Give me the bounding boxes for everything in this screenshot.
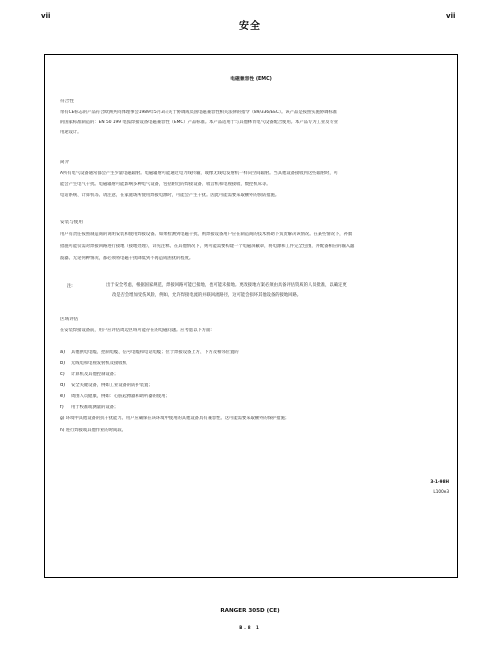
- list-text: 安全关键设备，例如工业设备的防护装置；: [71, 383, 153, 388]
- list-marker: b): [60, 361, 66, 366]
- page-number-right: vii: [446, 12, 456, 20]
- paragraph-line: 电话系统、计算机等。请注意，在家庭场所使用焊接电源时，可能会产生干扰。因此可能需要采取额外的预防措施。: [60, 193, 280, 198]
- paragraph-line: A所有电气设备通常都会产生少量电磁辐射。电磁辐射可能通过电力线传输，或像无线电发射机一样向空间辐射。当其他设备接收到这些辐射时，可: [60, 171, 338, 176]
- paragraph-line: 用户有责任按照制造商的说明安装和使用焊接设备。如果检测到电磁干扰，则焊接设备用户应在制造商的技术协助下负责解决该情况。在某些情况下，补救: [60, 232, 353, 237]
- note-line: 出于安全考虑，根据国家规范，焊接回路可能已接地，也可能未接地。更改接地方案必须由具备评估资质的人员批准，以确定更: [106, 283, 347, 288]
- footer-page-number: B.8 1: [239, 625, 261, 630]
- list-item-extra: g) 环境中其他设备的抗干扰能力。用户应确保在该环境中使用的其他设备具有兼容性。这可能需要采取额外的保护措施；: [60, 416, 290, 421]
- list-marker: e): [60, 394, 66, 399]
- paragraph-line: 措施可能仅需对焊接回路进行接地（接地处理），详见注释。在其他情况下，则可能需要构建一个电磁屏蔽罩，将电源和工件完全包围，并配备相应的输入滤: [60, 244, 355, 249]
- list-item: [60, 405, 446, 410]
- list-marker: d): [60, 383, 66, 388]
- list-item: [60, 361, 446, 366]
- list-text: 计算机及其他控制设备；: [71, 372, 119, 377]
- list-marker: c): [60, 372, 65, 377]
- paragraph-line: 波器。无论何种情况，都必须将电磁干扰降低到不再造成困扰的程度。: [60, 256, 194, 261]
- section-heading-assessment: 区域评估: [60, 317, 79, 322]
- page-title: 安全: [239, 21, 261, 32]
- assessment-intro: 在安装焊接设备前，用户应评估周边区域可能存在的电磁问题。应考虑以下方面:: [60, 328, 212, 333]
- section-heading-installation: 安装与使用: [60, 220, 83, 225]
- list-item-extra: h) 进行焊接或其他作业的时间段。: [60, 428, 126, 433]
- list-item: [60, 372, 446, 377]
- list-text: 其他供电电缆、控制电缆、信号电缆和电话电缆；位于焊接设备上方、下方及相邻位置的: [71, 350, 239, 355]
- list-text: 用于校准或测量的设备；: [71, 405, 119, 410]
- list-marker: f): [60, 405, 64, 410]
- emc-title: 电磁兼容性 (EMC): [230, 77, 272, 82]
- reference-code: 3-1-98H: [430, 479, 449, 484]
- paragraph-line: 能会产生电气干扰。电磁辐射可能影响多种电气设备，包括附近的焊接设备、收音机和电视接收、数控机床等。: [60, 182, 271, 187]
- list-text: 周围人员健康，例如：心脏起搏器和助听器的使用；: [71, 394, 170, 399]
- note-text: [106, 281, 446, 301]
- list-text: 无线电和电视发射机及接收机: [71, 361, 127, 366]
- list-item: [60, 350, 446, 355]
- footer-model: RANGER 305D (CE): [220, 608, 280, 614]
- paragraph-line: 用途设计。: [60, 130, 82, 135]
- list-item: [60, 383, 446, 388]
- page-number-left: vii: [41, 12, 51, 20]
- section-heading-conformance: 符合性: [60, 99, 74, 104]
- note-line: 改是否会增加受伤风险，例如，允许焊接电流的并联回流路径，这可能会损坏其他设备的接地回路。: [112, 293, 302, 298]
- list-item: [60, 394, 446, 399]
- emc-content-box: [44, 54, 458, 578]
- paragraph-line: 带有CE标志的产品符合欧洲共同体理事会1989年5月3日关于协调成员国电磁兼容性相关法律的指令（89/336/EEC）。该产品是按照实施协调标准: [60, 110, 337, 115]
- note-label: 注:: [67, 284, 73, 289]
- paragraph-line: 的国家标准制造的：EN 50 199 电弧焊接设备电磁兼容性（EMC）产品标准。本产品适用于与其他林肯电气设备配合使用。本产品专为工业及专业: [60, 120, 339, 125]
- list-marker: a): [60, 350, 66, 355]
- reference-subcode: L100e3: [433, 489, 449, 494]
- section-heading-introduction: 简介: [60, 160, 70, 165]
